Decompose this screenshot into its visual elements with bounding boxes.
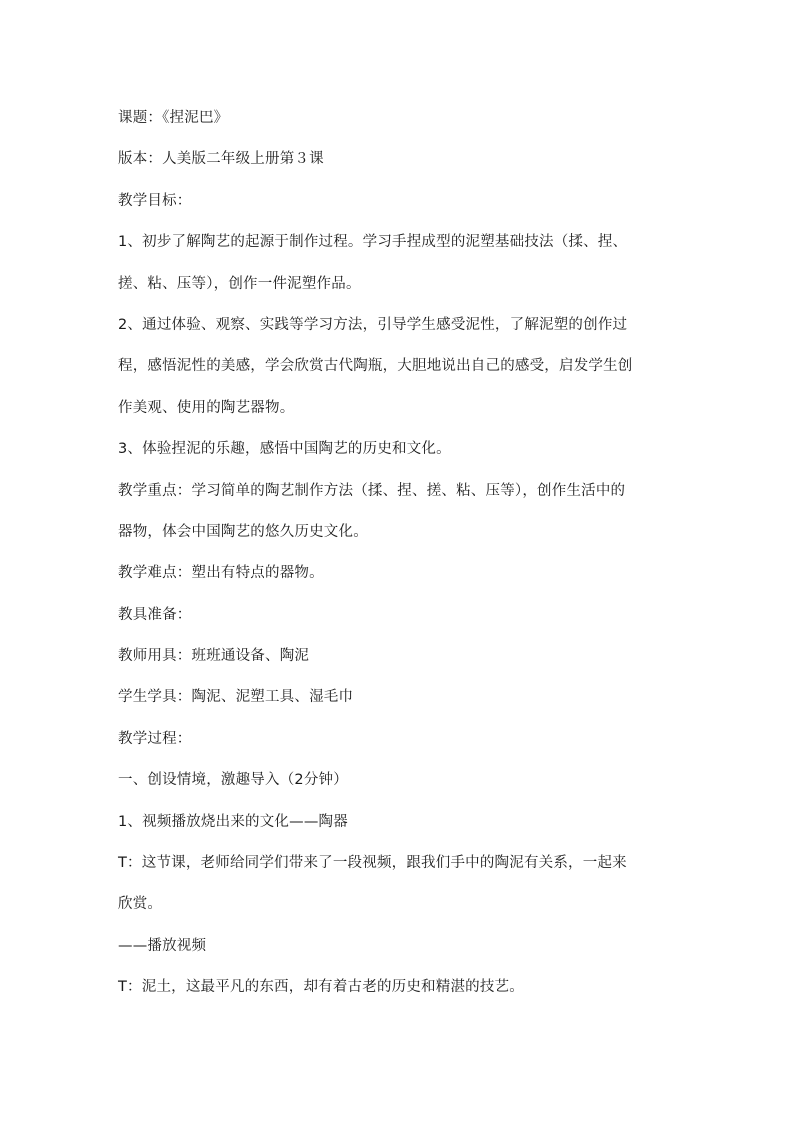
student-materials-line: 学生学具：陶泥、泥塑工具、湿毛巾: [118, 689, 354, 706]
objective-2-line-2: 程，感悟泥性的美感，学会欣赏古代陶瓶，大胆地说出自己的感受，启发学生创: [118, 358, 633, 375]
play-video-line: ——播放视频: [118, 937, 207, 954]
step-1-line: 1、视频播放烧出来的文化——陶器: [118, 813, 348, 830]
edition-line: 版本：人美版二年级上册第３课: [118, 151, 324, 168]
objective-1-line-1: 1、初步了解陶艺的起源于制作过程。学习手捏成型的泥塑基础技法（揉、捏、: [118, 234, 628, 251]
objective-1-line-2: 搓、粘、压等），创作一件泥塑作品。: [118, 275, 361, 292]
teacher-speech-1-line-2: 欣赏。: [118, 896, 163, 913]
objective-2-line-3: 作美观、使用的陶艺器物。: [118, 399, 295, 416]
section-1-heading: 一、创设情境，激趣导入（2分钟）: [118, 772, 348, 789]
key-point-line-1: 教学重点：学习简单的陶艺制作方法（揉、捏、搓、粘、压等），创作生活中的: [118, 482, 626, 499]
teacher-speech-1-line-1: T：这节课，老师给同学们带来了一段视频，跟我们手中的陶泥有关系，一起来: [118, 855, 627, 872]
teacher-materials-line: 教师用具：班班通设备、陶泥: [118, 648, 310, 665]
process-heading: 教学过程：: [118, 730, 192, 747]
key-point-line-2: 器物，体会中国陶艺的悠久历史文化。: [118, 523, 368, 540]
teacher-speech-2-line: T：泥土，这最平凡的东西，却有着古老的历史和精湛的技艺。: [118, 979, 524, 996]
materials-heading: 教具准备：: [118, 606, 192, 623]
lesson-title-line: 课题：《捏泥巴》: [118, 110, 229, 126]
difficulty-line: 教学难点：塑出有特点的器物。: [118, 565, 324, 582]
objective-2-line-1: 2、通过体验、观察、实践等学习方法，引导学生感受泥性，了解泥塑的创作过: [118, 316, 628, 333]
objectives-heading: 教学目标：: [118, 192, 192, 209]
objective-3-line: 3、体验捏泥的乐趣，感悟中国陶艺的历史和文化。: [118, 441, 451, 458]
document-body: [118, 105, 683, 1016]
